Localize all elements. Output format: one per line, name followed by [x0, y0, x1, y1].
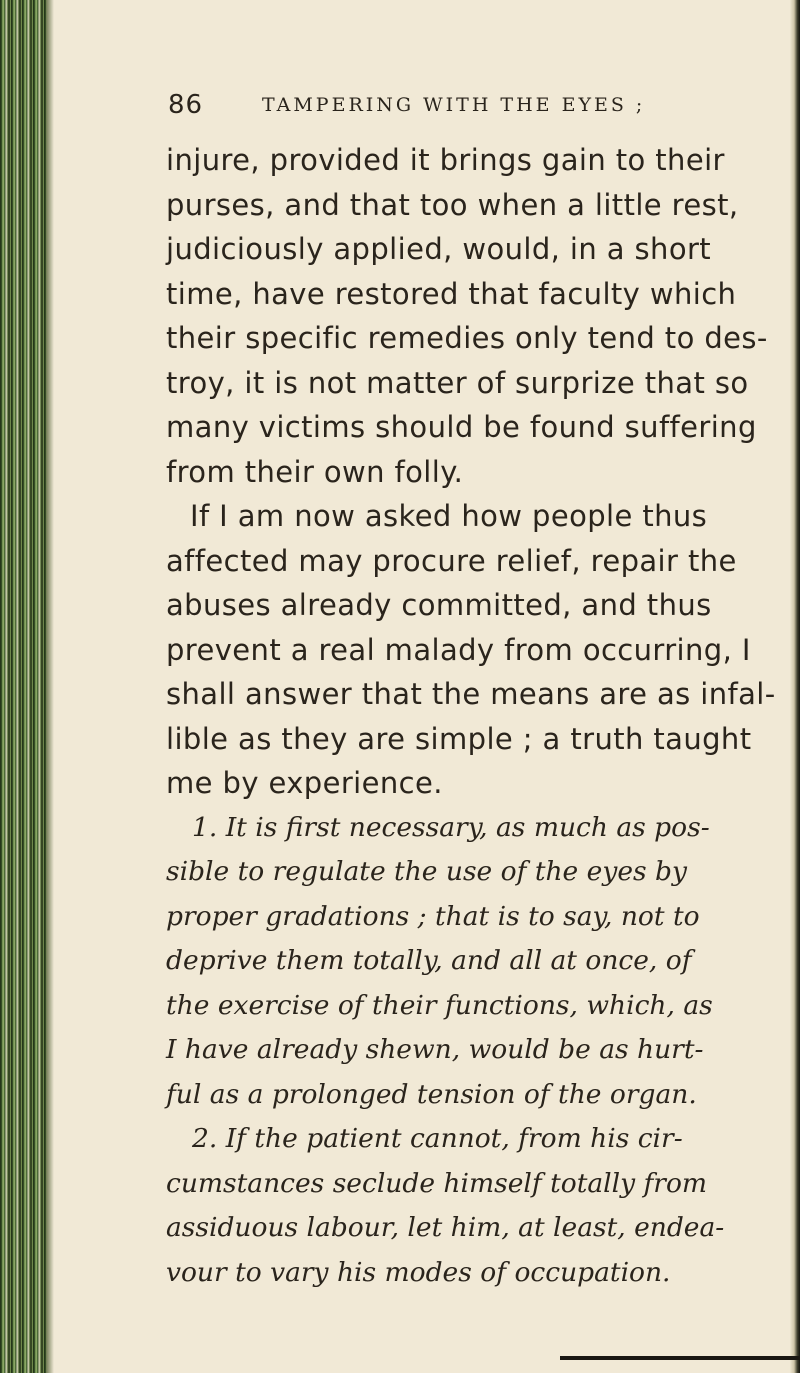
text-line: the exercise of their functions, which, as: [166, 989, 713, 1021]
page-header: [168, 90, 728, 126]
text-line: shall answer that the means are as infal-: [166, 677, 776, 711]
text-line: their specific remedies only tend to des-: [166, 321, 768, 355]
page-number: 86: [168, 90, 204, 120]
text-line: sible to regulate the use of the eyes by: [166, 856, 687, 887]
text-line: lible as they are simple ; a truth taught: [166, 721, 752, 756]
text-line: proper gradations ; that is to say, not to: [166, 900, 700, 932]
text-line: troy, it is not matter of surprize that so: [166, 365, 749, 400]
text-line: vour to vary his modes of occupation.: [166, 1256, 671, 1288]
text-line: injure, provided it brings gain to their: [166, 143, 725, 177]
text-line: prevent a real malady from occurring, I: [166, 632, 751, 667]
text-line: judiciously applied, would, in a short: [166, 232, 712, 266]
text-line: time, have restored that faculty which: [166, 276, 737, 311]
text-line: If I am now asked how people thus: [190, 499, 708, 533]
text-line: from their own folly.: [166, 454, 464, 489]
text-line: many victims should be found suffering: [166, 410, 757, 444]
running-head: TAMPERING WITH THE EYES ;: [262, 94, 646, 116]
text-line: 1. It is first necessary, as much as pos-: [192, 811, 710, 843]
bottom-rule: [560, 1356, 800, 1360]
body-text: [166, 138, 776, 1295]
text-line: abuses already committed, and thus: [166, 588, 712, 622]
page-edge-shadow: [790, 0, 800, 1373]
text-line: deprive them totally, and all at once, of: [166, 945, 692, 976]
text-line: me by experience.: [166, 766, 443, 800]
text-line: 2. If the patient cannot, from his cir-: [192, 1123, 683, 1154]
text-line: cumstances seclude himself totally from: [166, 1167, 708, 1199]
text-line: ful as a prolonged tension of the organ.: [166, 1078, 697, 1110]
binding-edge: [0, 0, 48, 1373]
text-line: purses, and that too when a little rest,: [166, 187, 739, 222]
text-line: I have already shewn, would be as hurt-: [166, 1034, 704, 1065]
text-line: affected may procure relief, repair the: [166, 543, 737, 578]
text-line: assiduous labour, let him, at least, endea-: [166, 1212, 725, 1243]
